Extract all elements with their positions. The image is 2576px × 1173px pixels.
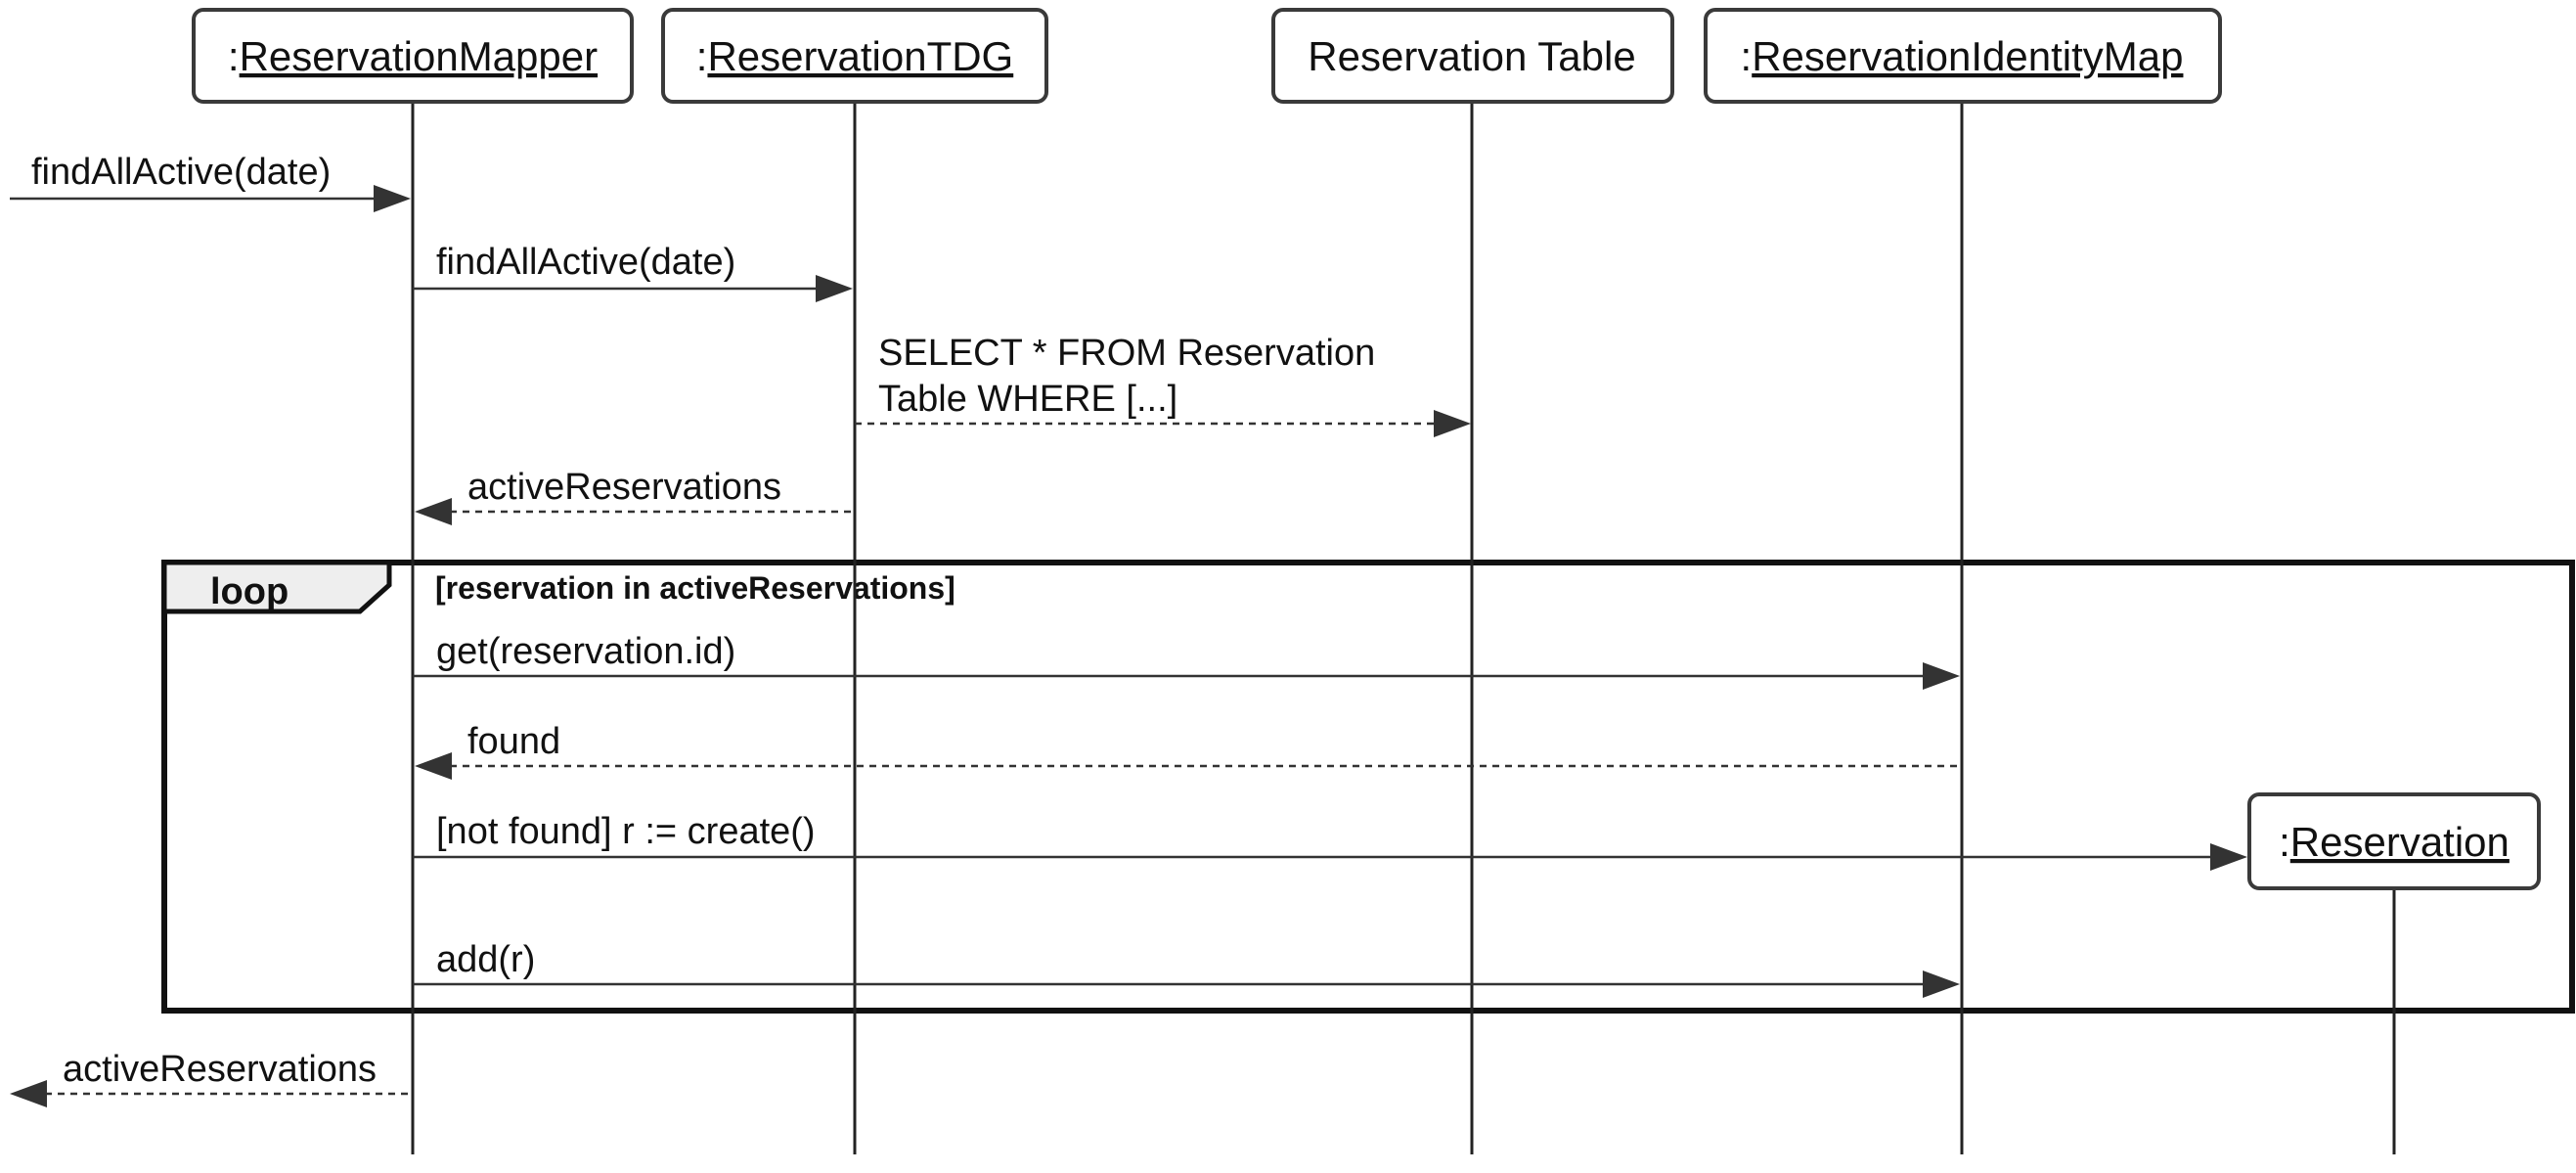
message-create-reservation [413, 811, 2247, 871]
participant-label [1741, 33, 2184, 79]
message-label: findAllActive(date) [436, 242, 736, 283]
message-get-reservation-id [413, 631, 1960, 690]
participant-name: Reservation [2289, 819, 2509, 865]
participant-label [2279, 819, 2509, 865]
loop-operator-label: loop [210, 571, 289, 612]
message-find-all-active-incoming [10, 152, 411, 212]
message-find-all-active-to-tdg [413, 242, 853, 302]
participant-name: ReservationIdentityMap [1752, 33, 2184, 79]
arrowhead-icon [1923, 662, 1960, 690]
arrowhead-icon [374, 185, 411, 212]
message-active-reservations-return-to-mapper [415, 467, 855, 525]
participant-reservation-identity-map [1706, 10, 2220, 102]
participant-prefix: : [695, 33, 708, 79]
participant-reservation [2249, 794, 2539, 888]
message-label-line-1: SELECT * FROM Reservation [878, 333, 1376, 374]
participant-prefix: : [2279, 819, 2290, 865]
participant-name: Reservation Table [1308, 33, 1636, 79]
message-label: [not found] r := create() [436, 811, 816, 852]
participant-label [1308, 33, 1635, 79]
participant-label [696, 33, 1013, 79]
participant-name: ReservationMapper [239, 33, 599, 79]
participant-name: ReservationTDG [707, 33, 1014, 79]
participant-label [228, 33, 598, 79]
arrowhead-icon [2210, 843, 2247, 871]
message-active-reservations-return-outgoing [10, 1049, 411, 1107]
participant-prefix: : [1740, 33, 1753, 79]
arrowhead-icon [1923, 970, 1960, 998]
message-add-r [413, 939, 1960, 998]
loop-guard-label: [reservation in activeReservations] [435, 570, 955, 606]
arrowhead-icon [10, 1080, 47, 1107]
message-label: activeReservations [467, 467, 782, 508]
message-label: get(reservation.id) [436, 631, 736, 672]
participant-prefix: : [227, 33, 240, 79]
message-found-return [415, 721, 1962, 780]
arrowhead-icon [415, 752, 452, 780]
participant-reservation-mapper [194, 10, 632, 102]
message-select-query [855, 333, 1471, 437]
message-label: found [467, 721, 561, 762]
participant-reservation-tdg [663, 10, 1046, 102]
arrowhead-icon [1434, 410, 1471, 437]
participant-reservation-table [1273, 10, 1672, 102]
message-label-line-2: Table WHERE [...] [878, 379, 1178, 420]
arrowhead-icon [816, 275, 853, 302]
message-label: add(r) [436, 939, 536, 980]
message-label: activeReservations [63, 1049, 378, 1090]
arrowhead-icon [415, 498, 452, 525]
message-label: findAllActive(date) [31, 152, 332, 193]
